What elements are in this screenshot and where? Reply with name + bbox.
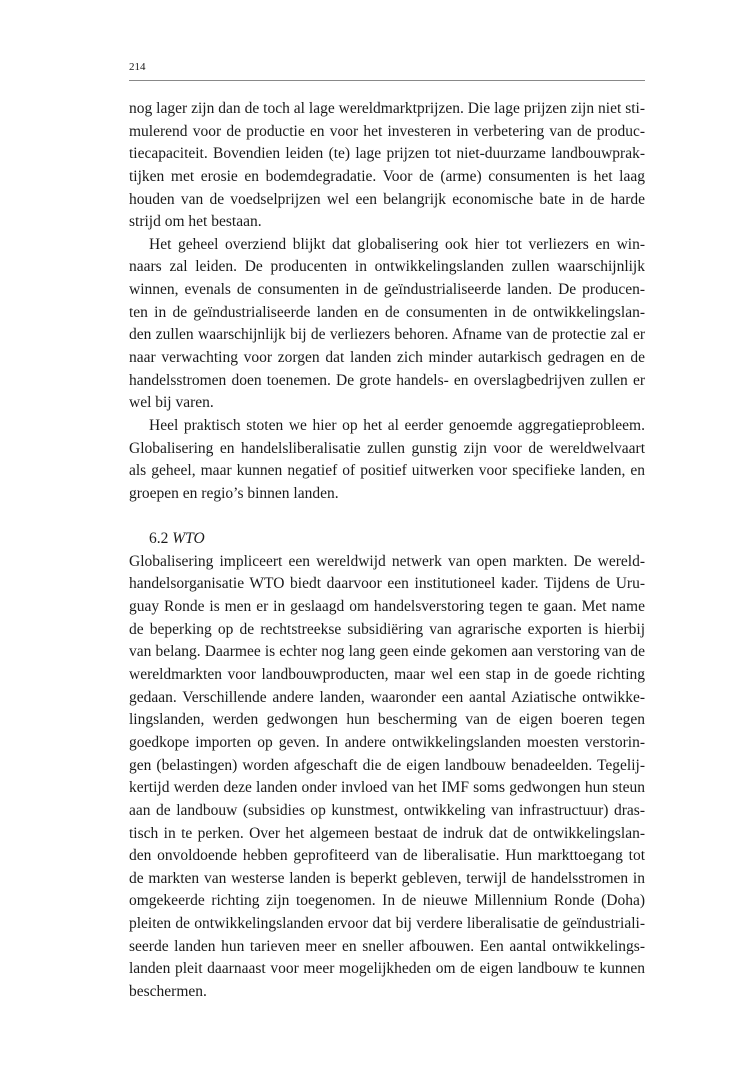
- page-number: 214: [129, 61, 146, 73]
- section-paragraph: [129, 551, 645, 1004]
- text-line: tisch in te perken. Over het algemeen bestaat de indruk dat de ontwikkelingslan-: [129, 824, 645, 842]
- text-line: seerde landen hun tarieven meer en sneller afbouwen. Een aantal ontwikkelings-: [129, 937, 645, 955]
- text-line: landen pleit daarnaast voor meer mogelijkheden om de eigen landbouw te kunnen: [129, 960, 645, 978]
- text-line: Het geheel overziend blijkt dat globalisering ook hier tot verliezers en win-: [149, 235, 645, 253]
- section-number: 6.2: [149, 530, 169, 548]
- header-rule: [129, 80, 645, 81]
- paragraph: [129, 234, 645, 415]
- text-line: winnen, evenals de consumenten in de geïndustrialiseerde landen. De producen-: [129, 281, 645, 299]
- running-header: [129, 60, 645, 74]
- text-line: houden van de voedselprijzen wel een belangrijk economische bate in de harde: [129, 190, 645, 208]
- text-line: van belang. Daarmee is echter nog lang geen einde gekomen aan verstoring van de: [129, 643, 645, 661]
- text-line: als geheel, maar kunnen negatief of positief uitwerken voor specifieke landen, en: [129, 462, 645, 480]
- text-line: naars zal leiden. De producenten in ontwikkelingslanden zullen waarschijnlijk: [129, 258, 645, 276]
- text-line: gen (belastingen) worden afgeschaft die de eigen landbouw benadeelden. Tegelij-: [129, 756, 645, 774]
- text-line: den zullen waarschijnlijk bij de verliezers behoren. Afname van de protectie zal er: [129, 326, 645, 344]
- text-line: guay Ronde is men er in geslaagd om handelsverstoring tegen te gaan. Met name: [129, 598, 645, 616]
- text-line: pleiten de ontwikkelingslanden ervoor dat bij verdere liberalisatie de geïndustriali-: [129, 915, 645, 933]
- text-line: Globalisering impliceert een wereldwijd netwerk van open markten. De wereld-: [129, 552, 645, 570]
- text-line: gedaan. Verschillende andere landen, waaronder een aantal Aziatische ontwikke-: [129, 688, 645, 706]
- text-line: lingslanden, werden gedwongen hun bescherming van de eigen boeren tegen: [129, 711, 645, 729]
- text-line: tiecapaciteit. Bovendien leiden (te) lage prijzen tot niet-duurzame landbouwprak-: [129, 145, 645, 163]
- text-line: kertijd werden deze landen onder invloed van het IMF soms gedwongen hun steun: [129, 779, 645, 797]
- text-line: nog lager zijn dan de toch al lage wereldmarktprijzen. Die lage prijzen zijn niet sti-: [129, 100, 645, 117]
- text-line: strijd om het bestaan.: [129, 213, 262, 231]
- text-line: Globalisering en handelsliberalisatie zullen gunstig zijn voor de wereldwelvaart: [129, 439, 645, 457]
- text-line: ten in de geïndustrialiseerde landen en de consumenten in de ontwikkelingslan-: [129, 303, 645, 321]
- text-line: den onvoldoende hebben geprofiteerd van de liberalisatie. Hun markttoegang tot: [129, 847, 645, 865]
- paragraph-spacer: [129, 506, 645, 529]
- text-line: omgekeerde richting zijn toegenomen. In de nieuwe Millennium Ronde (Doha): [129, 892, 645, 910]
- text-line: mulerend voor de productie en voor het investeren in verbetering van de produc-: [129, 122, 645, 140]
- text-line: beschermen.: [129, 982, 207, 1000]
- paragraph: [129, 98, 645, 234]
- text-line: Heel praktisch stoten we hier op het al eerder genoemde aggregatieprobleem.: [149, 416, 645, 434]
- text-line: de beperking op de rechtstreekse subsidiëring van agrarische exporten is hierbij: [129, 620, 645, 638]
- text-line: goedkope importen op geven. In andere ontwikkelingslanden moesten verstorin-: [129, 733, 645, 751]
- text-line: groepen en regio’s binnen landen.: [129, 484, 339, 502]
- text-line: handelsorganisatie WTO biedt daarvoor een institutioneel kader. Tijdens de Uru-: [129, 575, 645, 593]
- text-line: tijken met erosie en bodemdegradatie. Voor de (arme) consumenten is het laag: [129, 167, 645, 185]
- section-heading: [129, 528, 645, 551]
- text-line: wel bij varen.: [129, 394, 214, 412]
- text-line: wereldmarkten voor landbouwproducten, maar wel een stap in de goede richting: [129, 666, 645, 684]
- text-line: handelsstromen doen toenemen. De grote handels- en overslagbedrijven zullen er: [129, 371, 645, 389]
- text-line: aan de landbouw (subsidies op kunstmest, ontwikkeling van infrastructuur) dras-: [129, 801, 645, 819]
- section-title: WTO: [172, 530, 205, 548]
- text-line: de markten van westerse landen is beperkt gebleven, terwijl de handelsstromen in: [129, 869, 645, 887]
- body-text: [129, 98, 645, 1004]
- text-line: naar verwachting voor zorgen dat landen zich minder autarkisch gedragen en de: [129, 349, 645, 367]
- paragraph: [129, 415, 645, 506]
